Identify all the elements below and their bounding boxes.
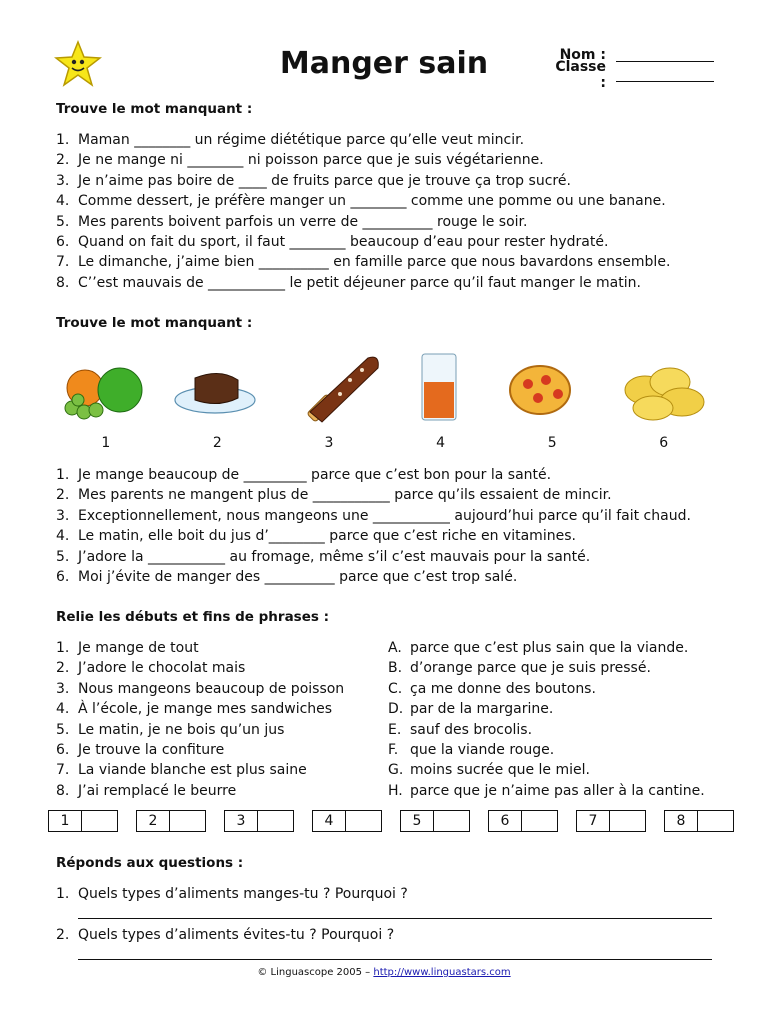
list-item: 2. Quels types d’aliments évites-tu ? Pourquoi ? [56,927,395,943]
list-item: A. parce que c’est plus sain que la viande. [388,640,689,656]
list-item: H. parce que je n’aime pas aller à la cantine. [388,782,705,799]
image-label: 1 [101,435,111,451]
list-item: D. par de la margarine. [388,701,554,718]
answer-line-1[interactable] [78,918,712,919]
answer-blank[interactable] [698,811,733,831]
list-item: 4. À l’école, je mange mes sandwiches [56,701,333,718]
list-item: 4. Comme dessert, je préfère manger un ________ comme une pomme ou une banane. [56,193,666,210]
answer-blank[interactable] [522,811,557,831]
linguastars-link[interactable]: http://www.linguastars.com [373,967,511,978]
list-item: 3. Exceptionnellement, nous mangeons une ___________ aujourd’hui parce qu’il fait chaud. [56,507,691,524]
list-item: 2. Mes parents ne mangent plus de ___________ parce qu’ils essaient de mincir. [56,487,612,504]
answer-blank[interactable] [434,811,469,831]
list-item: 3. Nous mangeons beaucoup de poisson [56,680,345,697]
list-item: 6. Quand on fait du sport, il faut ________ beaucoup d’eau pour rester hydraté. [56,234,609,251]
list-item: 7. Le dimanche, j’aime bien __________ en famille parce que nous bavardons ensemble. [56,254,671,271]
question-2 [56,925,394,945]
list-item: 3. Je n’aime pas boire de ____ de fruits parce que je trouve ça trop sucré. [56,172,571,189]
list-item: C. ça me donne des boutons. [388,680,596,697]
classe-label: Classe : [555,59,606,91]
list-item: 1. Je mange de tout [56,640,199,656]
list-item: 6. Moi j’évite de manger des __________ parce que c’est trop salé. [56,569,518,586]
section4-heading: Réponds aux questions : [56,855,244,871]
list-item: E. sauf des brocolis. [388,721,533,738]
image-label: 5 [547,435,557,451]
sentence-ends-list [388,638,705,801]
list-item: 2. Je ne mange ni ________ ni poisson parce que je suis végétarienne. [56,152,544,169]
list-item: 5. Le matin, je ne bois qu’un jus [56,721,285,738]
list-item: 1. Je mange beaucoup de _________ parce que c’est bon pour la santé. [56,467,552,483]
answer-blank[interactable] [610,811,645,831]
section3-heading: Relie les débuts et fins de phrases : [56,609,330,625]
answer-box[interactable]: 8 [664,810,734,832]
chocolate-cake-icon [175,373,255,413]
answer-blank[interactable] [82,811,117,831]
fruit-icon [65,368,142,419]
answer-boxes [48,810,734,832]
student-id-box [546,45,714,91]
answer-blank[interactable] [170,811,205,831]
answer-box[interactable]: 7 [576,810,646,832]
section1-heading: Trouve le mot manquant : [56,101,253,117]
list-item: 6. Je trouve la confiture [56,742,225,759]
answer-box[interactable]: 6 [488,810,558,832]
section2-list [56,465,691,587]
image-label: 4 [436,435,446,451]
page-title: Manger sain [279,46,489,81]
pizza-icon [510,366,570,414]
list-item: G. moins sucrée que le miel. [388,762,590,779]
answer-blank[interactable] [346,811,381,831]
ice-cream-icon [307,357,378,422]
classe-field[interactable] [616,69,714,82]
list-item: 7. La viande blanche est plus saine [56,762,307,779]
nom-label: Nom : [559,47,606,63]
answer-box[interactable]: 3 [224,810,294,832]
sentence-starts-list [56,638,344,801]
section1-list [56,130,670,293]
list-item: 4. Le matin, elle boit du jus d’________ parce que c’est riche en vitamines. [56,528,576,545]
list-item: 5. Mes parents boivent parfois un verre de __________ rouge le soir. [56,213,528,230]
answer-blank[interactable] [258,811,293,831]
food-images [50,350,720,430]
answer-box[interactable]: 5 [400,810,470,832]
crisps-icon [625,368,704,420]
image-label: 3 [324,435,334,451]
copyright-text: © Linguascope 2005 – [257,967,374,978]
question-1 [56,884,408,904]
orange-juice-icon [422,354,456,420]
section2-heading: Trouve le mot manquant : [56,315,253,331]
list-item: 8. J’ai remplacé le beurre [56,782,237,799]
list-item: F. que la viande rouge. [388,742,555,759]
list-item: B. d’orange parce que je suis pressé. [388,660,651,677]
image-labels [50,435,720,451]
list-item: 1. Maman ________ un régime diététique parce qu’elle veut mincir. [56,132,525,148]
list-item: 1. Quels types d’aliments manges-tu ? Pourquoi ? [56,886,408,902]
image-label: 2 [212,435,222,451]
footer [0,967,768,978]
answer-box[interactable]: 2 [136,810,206,832]
list-item: 5. J’adore la ___________ au fromage, même s’il c’est mauvais pour la santé. [56,548,591,565]
answer-box[interactable]: 4 [312,810,382,832]
list-item: 8. C’’est mauvais de ___________ le petit déjeuner parce qu’il faut manger le matin. [56,274,641,291]
list-item: 2. J’adore le chocolat mais [56,660,246,677]
image-label: 6 [659,435,669,451]
answer-box[interactable]: 1 [48,810,118,832]
answer-line-2[interactable] [78,959,712,960]
nom-field[interactable] [616,49,714,62]
